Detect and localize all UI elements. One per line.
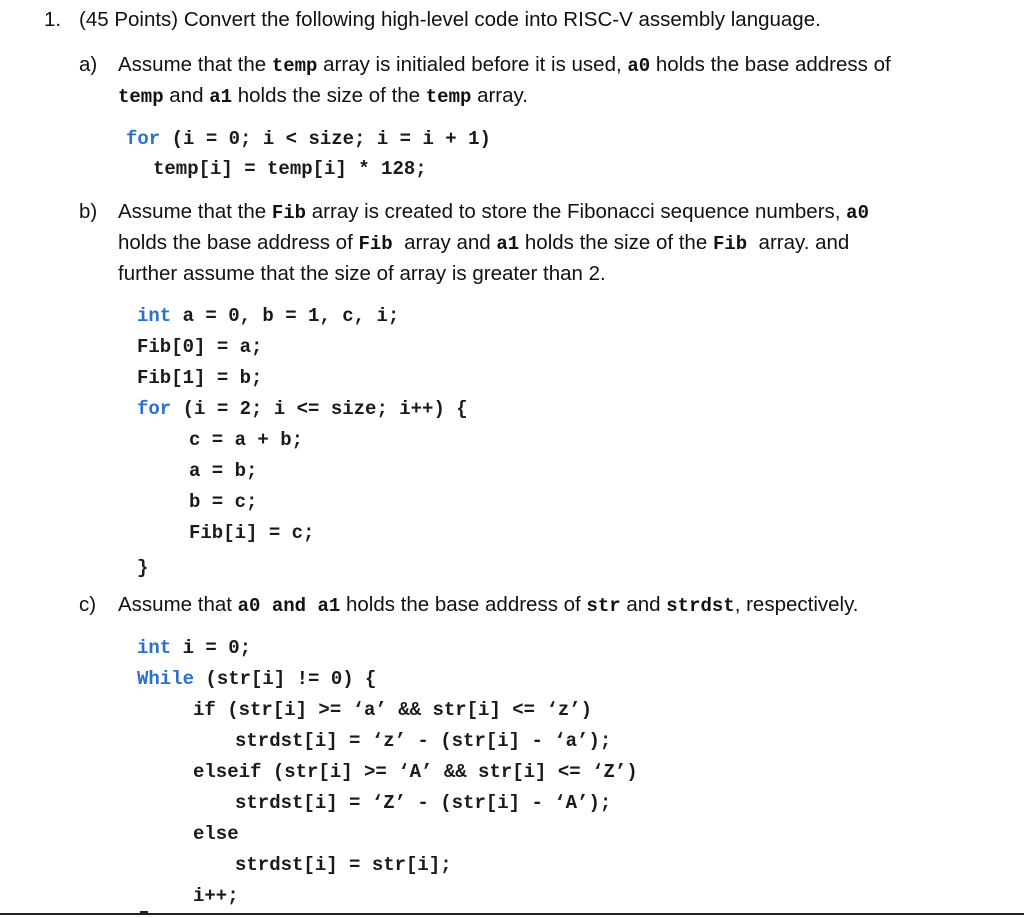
part-c-code-line-9: i++; bbox=[193, 885, 239, 907]
part-c-code-line-7: else bbox=[193, 823, 239, 845]
part-a-desc-line1: Assume that the temp array is initialed before it is used, a0 holds the base address of bbox=[118, 53, 891, 77]
part-c-code-line-1: int i = 0; bbox=[137, 637, 252, 659]
part-b-code-line-9: } bbox=[137, 557, 149, 579]
part-b-code-line-6: a = b; bbox=[189, 460, 258, 482]
part-b-desc-line2: holds the base address of Fib array and a1 holds the size of the Fib array. and bbox=[118, 231, 850, 255]
part-b-code-line-7: b = c; bbox=[189, 491, 258, 513]
part-c-code-line-3: if (str[i] >= ‘a’ && str[i] <= ‘z’) bbox=[193, 699, 593, 721]
part-c-code-line-5: elseif (str[i] >= ‘A’ && str[i] <= ‘Z’) bbox=[193, 761, 638, 783]
part-b-code-line-4: for (i = 2; i <= size; i++) { bbox=[137, 398, 468, 420]
question-heading: (45 Points) Convert the following high-level code into RISC-V assembly language. bbox=[79, 8, 821, 31]
part-a-desc-line2: temp and a1 holds the size of the temp array. bbox=[118, 84, 528, 108]
part-b-code-line-8: Fib[i] = c; bbox=[189, 522, 315, 544]
part-c-label: c) bbox=[79, 593, 97, 616]
part-a-code-line-1: for (i = 0; i < size; i = i + 1) bbox=[126, 128, 491, 150]
question-number: 1. bbox=[44, 8, 62, 31]
part-b-code-line-5: c = a + b; bbox=[189, 429, 304, 451]
part-b-code-line-3: Fib[1] = b; bbox=[137, 367, 263, 389]
part-c-code-line-4: strdst[i] = ‘z’ - (str[i] - ‘a’); bbox=[235, 730, 612, 752]
part-a-label: a) bbox=[79, 53, 98, 76]
part-b-label: b) bbox=[79, 200, 98, 223]
part-b-desc-line3: further assume that the size of array is greater than 2. bbox=[118, 262, 606, 285]
part-c-code-line-6: strdst[i] = ‘Z’ - (str[i] - ‘A’); bbox=[235, 792, 612, 814]
part-a-code-line-2: temp[i] = temp[i] * 128; bbox=[153, 158, 427, 180]
part-b-desc-line1: Assume that the Fib array is created to store the Fibonacci sequence numbers, a0 bbox=[118, 200, 869, 224]
part-b-code-line-2: Fib[0] = a; bbox=[137, 336, 263, 358]
part-c-code-line-8: strdst[i] = str[i]; bbox=[235, 854, 452, 876]
page-bottom-divider bbox=[0, 913, 1024, 915]
part-b-code-line-1: int a = 0, b = 1, c, i; bbox=[137, 305, 400, 327]
part-c-code-line-2: While (str[i] != 0) { bbox=[137, 668, 377, 690]
part-c-desc-line1: Assume that a0 and a1 holds the base address of str and strdst, respectively. bbox=[118, 593, 859, 617]
page-bottom-tick bbox=[140, 911, 148, 913]
